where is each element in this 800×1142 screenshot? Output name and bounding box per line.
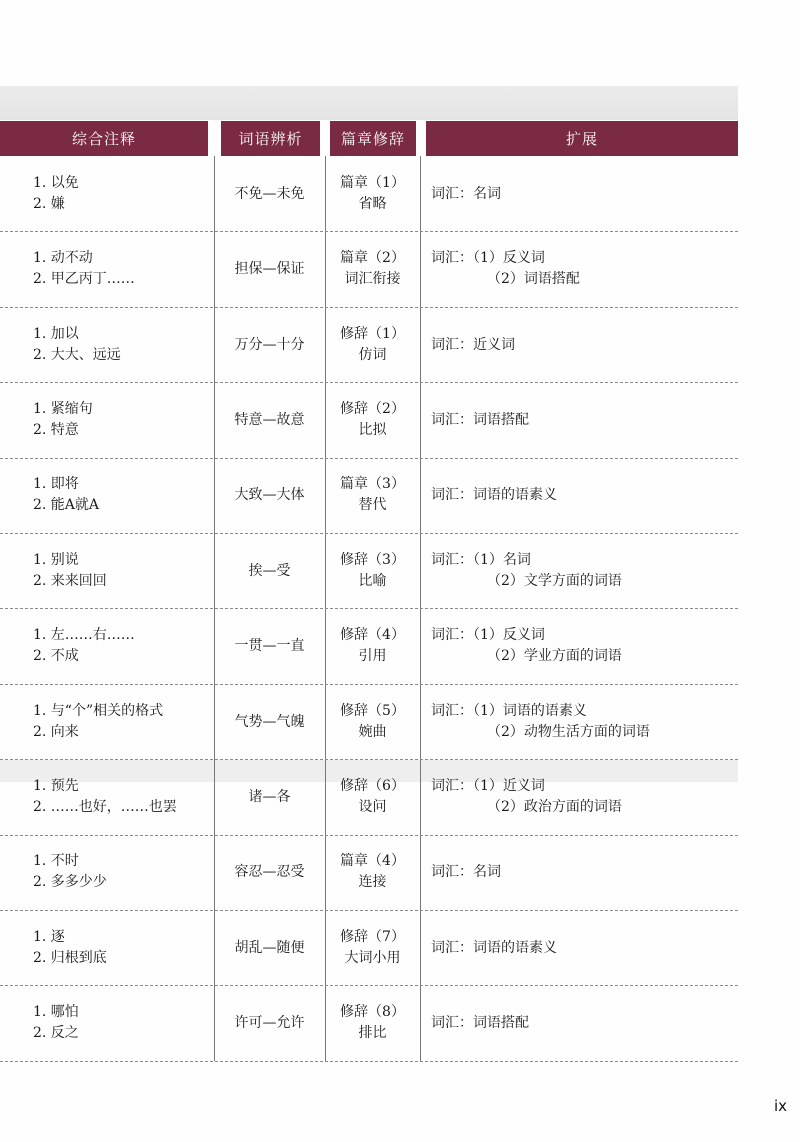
page-number: ix [773, 1097, 787, 1115]
note-item: 2. 嫌 [33, 195, 65, 212]
extension-item: 词汇：近义词 [431, 336, 515, 353]
header-extension: 扩展 [426, 121, 738, 156]
note-item: 1. 与“个”相关的格式 [33, 702, 164, 719]
rhetoric-item: 词汇衔接 [344, 271, 401, 288]
rhetoric-item: 比拟 [358, 421, 387, 438]
rhetoric-item: 修辞（6） [340, 777, 405, 794]
note-item: 2. 能A就A [33, 497, 100, 514]
word-diff: 一贯—一直 [234, 638, 305, 655]
word-diff: 挨—受 [248, 562, 291, 579]
rhetoric-item: 修辞（2） [340, 400, 405, 417]
row-divider [0, 985, 738, 986]
rhetoric-item: 比喻 [358, 572, 387, 589]
extension-item: 词汇：（1）名词 [431, 551, 531, 568]
note-item: 1. 加以 [33, 325, 79, 342]
row-divider [0, 835, 738, 836]
rhetoric-item: 省略 [358, 195, 387, 212]
rhetoric-item: 篇章（1） [340, 174, 405, 191]
rhetoric-item: 修辞（8） [340, 1004, 405, 1021]
note-item: 1. 预先 [33, 777, 79, 794]
word-diff: 气势—气魄 [234, 713, 305, 730]
row-divider [0, 231, 738, 232]
note-item: 2. 向来 [33, 723, 79, 740]
extension-item: （2）政治方面的词语 [487, 798, 622, 815]
rhetoric-item: 大词小用 [344, 949, 401, 966]
rhetoric-item: 篇章（2） [340, 250, 405, 267]
extension-item: 词汇：（1）词语的语素义 [431, 702, 587, 719]
rhetoric-item: 篇章（3） [340, 476, 405, 493]
note-item: 1. 别说 [33, 551, 79, 568]
rhetoric-item: 连接 [358, 874, 387, 891]
extension-item: 词汇：词语搭配 [431, 1015, 529, 1032]
word-diff: 诸—各 [248, 788, 291, 805]
row-divider [0, 382, 738, 383]
note-item: 2. 反之 [33, 1025, 79, 1042]
note-item: 2. 不成 [33, 648, 79, 665]
rhetoric-item: 修辞（7） [340, 928, 405, 945]
note-item: 1. 紧缩句 [33, 400, 93, 417]
note-item: 1. 哪怕 [33, 1004, 79, 1021]
rhetoric-item: 修辞（4） [340, 627, 405, 644]
rhetoric-item: 修辞（1） [340, 325, 405, 342]
header-word-diff: 词语辨析 [221, 121, 320, 156]
note-item: 2. 多多少少 [33, 874, 107, 891]
word-diff: 不免—未免 [234, 185, 305, 202]
extension-item: 词汇：名词 [431, 864, 501, 881]
word-diff: 万分—十分 [234, 336, 305, 353]
extension-item: 词汇：（1）近义词 [431, 777, 545, 794]
extension-item: 词汇：词语搭配 [431, 411, 529, 428]
row-divider [0, 1061, 738, 1062]
word-diff: 许可—允许 [234, 1015, 305, 1032]
rhetoric-item: 修辞（3） [340, 551, 405, 568]
rhetoric-item: 替代 [358, 497, 387, 514]
row-divider [0, 684, 738, 685]
row-divider [0, 458, 738, 459]
rhetoric-item: 修辞（5） [340, 702, 405, 719]
note-item: 2. 特意 [33, 421, 79, 438]
header-shadow-band [0, 86, 738, 120]
rhetoric-item: 仿词 [358, 346, 387, 363]
extension-item: （2）动物生活方面的词语 [487, 723, 650, 740]
note-item: 1. 以免 [33, 174, 79, 191]
note-item: 1. 不时 [33, 853, 79, 870]
rhetoric-item: 排比 [358, 1025, 387, 1042]
row-divider [0, 910, 738, 911]
extension-item: 词汇：词语的语素义 [431, 939, 557, 956]
row-divider [0, 307, 738, 308]
note-item: 2. 归根到底 [33, 949, 107, 966]
word-diff: 容忍—忍受 [234, 864, 305, 881]
note-item: 1. 逐 [33, 928, 65, 945]
rhetoric-item: 设问 [358, 798, 387, 815]
extension-item: （2）词语搭配 [487, 271, 580, 288]
note-item: 1. 左……右…… [33, 627, 135, 644]
note-item: 2. ……也好，……也罢 [33, 798, 177, 815]
rhetoric-item: 引用 [358, 648, 387, 665]
extension-item: 词汇：词语的语素义 [431, 487, 557, 504]
rhetoric-item: 篇章（4） [340, 853, 405, 870]
extension-item: 词汇：（1）反义词 [431, 250, 545, 267]
row-divider [0, 759, 738, 760]
row-divider [0, 608, 738, 609]
note-item: 1. 动不动 [33, 250, 93, 267]
note-item: 2. 甲乙丙丁…… [33, 271, 135, 288]
header-notes: 综合注释 [0, 121, 208, 156]
word-diff: 大致—大体 [234, 487, 305, 504]
rhetoric-item: 婉曲 [358, 723, 387, 740]
word-diff: 担保—保证 [234, 261, 305, 278]
extension-item: （2）文学方面的词语 [487, 572, 622, 589]
note-item: 1. 即将 [33, 476, 79, 493]
extension-item: 词汇：（1）反义词 [431, 627, 545, 644]
row-divider [0, 533, 738, 534]
note-item: 2. 大大、远远 [33, 346, 121, 363]
word-diff: 特意—故意 [234, 411, 305, 428]
note-item: 2. 来来回回 [33, 572, 107, 589]
extension-item: 词汇：名词 [431, 185, 501, 202]
extension-item: （2）学业方面的词语 [487, 648, 622, 665]
word-diff: 胡乱—随便 [234, 939, 305, 956]
header-rhetoric: 篇章修辞 [330, 121, 416, 156]
